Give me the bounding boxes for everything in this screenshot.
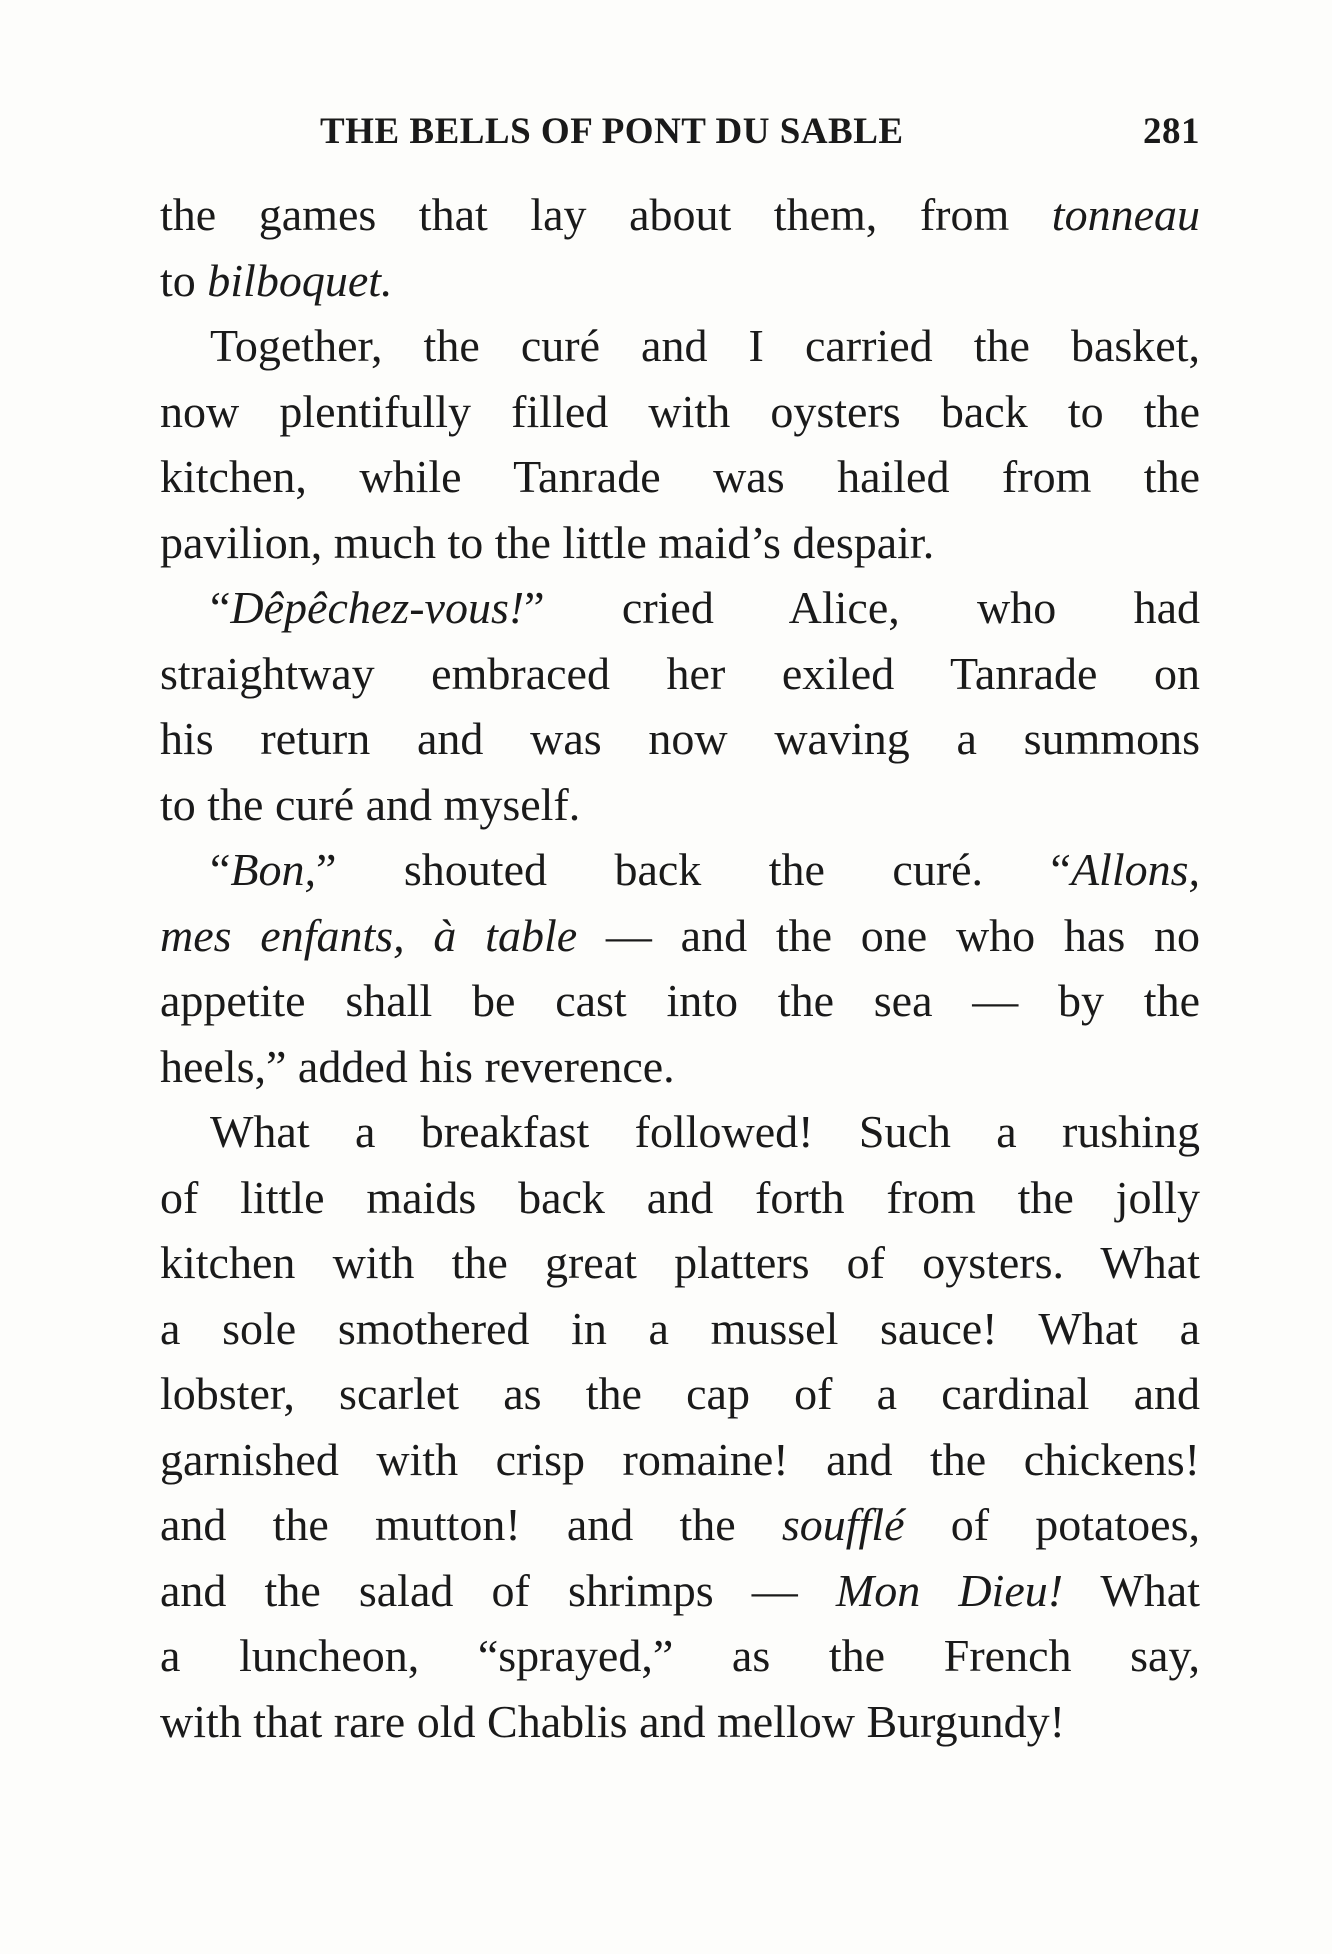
text-line: [160, 313, 1200, 379]
text-segment: the games that lay about them, from: [160, 189, 1052, 240]
text-line: [160, 1623, 1200, 1689]
text-segment: What: [1063, 1564, 1200, 1616]
body-text: [160, 182, 1200, 1754]
text-segment: of potatoes,: [904, 1499, 1200, 1550]
text-segment: heels,” added his reverence.: [160, 1040, 675, 1092]
text-line: [160, 903, 1200, 969]
text-segment: ” cried Alice, who had: [524, 582, 1200, 633]
text-segment: and the salad of shrimps —: [160, 1564, 836, 1616]
text-line: [160, 1034, 1200, 1100]
paragraph: [160, 575, 1200, 837]
italic-text: Bon,: [230, 844, 317, 895]
text-segment: “: [210, 582, 231, 633]
text-line: [160, 968, 1200, 1034]
italic-text: soufflé: [781, 1499, 905, 1550]
running-title: THE BELLS OF PONT DU SABLE: [320, 111, 904, 152]
text-line: [160, 1492, 1200, 1558]
text-line: [160, 1689, 1200, 1755]
text-line: [160, 706, 1200, 772]
page-header: [160, 110, 1200, 160]
text-line: [160, 641, 1200, 707]
italic-text: Mon Dieu!: [835, 1564, 1064, 1616]
text-segment: — and the one who has no: [577, 909, 1200, 961]
text-segment: a sole smothered in a mussel sauce! What a: [160, 1302, 1200, 1354]
text-line: [160, 248, 1200, 314]
paragraph: [160, 837, 1200, 1099]
text-line: [160, 1099, 1200, 1165]
text-segment: kitchen with the great platters of oysters. What: [160, 1237, 1200, 1288]
text-line: [160, 444, 1200, 510]
text-line: [160, 1296, 1200, 1362]
text-line: [160, 575, 1200, 641]
text-segment: with that rare old Chablis and mellow Burgundy!: [160, 1695, 1065, 1747]
italic-text: mes enfants, à table: [160, 909, 578, 961]
page-number: 281: [1143, 111, 1200, 152]
text-line: [160, 510, 1200, 576]
paragraph: [160, 313, 1200, 575]
text-segment: to: [160, 254, 208, 306]
text-segment: straightway embraced her exiled Tanrade on: [160, 647, 1200, 699]
text-segment: and the mutton! and the: [160, 1499, 782, 1550]
text-segment: Together, the curé and I carried the basket,: [210, 320, 1200, 371]
text-segment: a luncheon, “sprayed,” as the French say,: [160, 1630, 1200, 1681]
text-segment: his return and was now waving a summons: [160, 713, 1200, 764]
italic-text: bilboquet.: [207, 254, 393, 306]
text-line: [160, 1230, 1200, 1296]
italic-text: tonneau: [1051, 189, 1200, 240]
text-segment: of little maids back and forth from the jolly: [160, 1171, 1200, 1223]
text-line: [160, 1558, 1200, 1624]
text-segment: garnished with crisp romaine! and the chickens!: [160, 1433, 1200, 1485]
text-segment: What a breakfast followed! Such a rushing: [210, 1106, 1200, 1157]
text-segment: kitchen, while Tanrade was hailed from the: [160, 451, 1200, 502]
text-segment: to the curé and myself.: [160, 778, 581, 830]
text-line: [160, 1361, 1200, 1427]
text-segment: lobster, scarlet as the cap of a cardinal and: [160, 1368, 1200, 1419]
text-segment: pavilion, much to the little maid’s despair.: [160, 516, 935, 568]
text-segment: now plentifully filled with oysters back to the: [160, 385, 1200, 437]
text-segment: ” shouted back the curé. “: [316, 844, 1071, 895]
text-line: [160, 1427, 1200, 1493]
italic-text: Allons,: [1070, 844, 1200, 895]
text-segment: appetite shall be cast into the sea — by the: [160, 975, 1200, 1026]
text-line: [160, 772, 1200, 838]
text-line: [160, 1165, 1200, 1231]
text-line: [160, 837, 1200, 903]
italic-text: Dêpêchez-vous!: [230, 582, 525, 633]
text-segment: “: [210, 844, 231, 895]
text-line: [160, 182, 1200, 248]
paragraph: [160, 182, 1200, 313]
paragraph: [160, 1099, 1200, 1754]
text-line: [160, 379, 1200, 445]
